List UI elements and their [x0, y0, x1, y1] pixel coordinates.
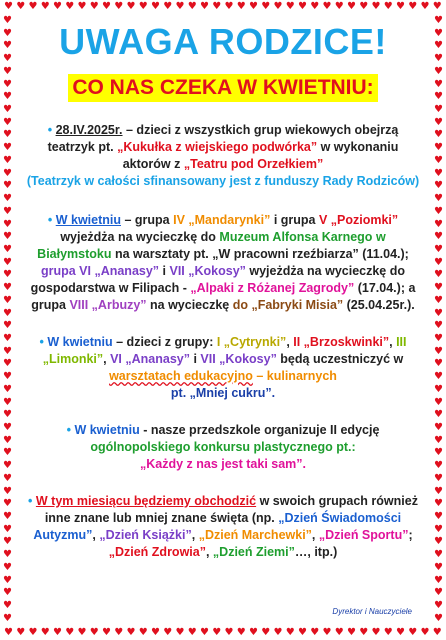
heart-icon: ♥	[434, 53, 443, 65]
paragraph-workshop	[24, 334, 422, 402]
lead-text: W kwietniu	[55, 213, 121, 227]
bullet-icon: •	[66, 423, 71, 437]
text: …, itp.)	[294, 545, 338, 559]
heart-icon: ♥	[3, 434, 12, 446]
heart-icon: ♥	[102, 1, 111, 12]
heart-icon: ♥	[151, 627, 160, 638]
heart-icon: ♥	[3, 523, 12, 535]
heart-icon: ♥	[434, 561, 443, 573]
text: - nasze przedszkole organizuje II edycję	[139, 423, 380, 437]
heart-icon: ♥	[3, 15, 12, 26]
heart-icon: ♥	[298, 627, 307, 638]
heart-icon: ♥	[3, 345, 12, 357]
heart-icon: ♥	[434, 27, 443, 39]
heart-icon: ♥	[28, 627, 38, 638]
heart-icon: ♥	[3, 193, 12, 205]
heart-icon: ♥	[3, 358, 12, 370]
heart-icon: ♥	[3, 371, 12, 383]
heart-icon: ♥	[434, 129, 443, 141]
workshop-type-2: – kulinarnych	[252, 369, 337, 383]
heart-icon: ♥	[434, 193, 443, 205]
heart-icon: ♥	[434, 256, 443, 268]
heart-icon: ♥	[3, 600, 12, 612]
bullet-icon: •	[39, 335, 44, 349]
heart-icon: ♥	[434, 536, 443, 548]
heart-icon: ♥	[126, 627, 136, 638]
heart-icon: ♥	[16, 627, 26, 638]
heart-icon: ♥	[434, 116, 443, 128]
heart-icon: ♥	[396, 627, 405, 638]
heart-icon: ♥	[322, 627, 332, 638]
heart-icon: ♥	[408, 1, 418, 12]
text: (17.04.); a grupa	[31, 281, 416, 312]
heart-icon: ♥	[187, 627, 197, 638]
heart-icon: ♥	[434, 422, 443, 433]
heart-border-left	[3, 16, 12, 624]
heart-icon: ♥	[434, 91, 443, 103]
heart-icon: ♥	[3, 460, 12, 472]
heart-icon: ♥	[3, 485, 12, 497]
heart-icon: ♥	[434, 167, 443, 179]
workshop-name: pt. „Mniej cukru”.	[170, 386, 276, 400]
heart-icon: ♥	[322, 1, 332, 12]
heart-icon: ♥	[434, 447, 443, 459]
lead-text: W tym miesiącu będziemy obchodzić	[35, 494, 257, 508]
heart-icon: ♥	[3, 269, 12, 281]
heart-icon: ♥	[138, 1, 148, 12]
heart-icon: ♥	[434, 600, 443, 612]
heart-icon: ♥	[151, 1, 160, 12]
heart-icon: ♥	[3, 40, 12, 52]
bullet-icon: •	[28, 494, 33, 508]
heart-icon: ♥	[432, 1, 442, 12]
heart-icon: ♥	[434, 485, 443, 497]
heart-icon: ♥	[298, 1, 307, 12]
heart-icon: ♥	[3, 78, 12, 90]
heart-icon: ♥	[434, 154, 443, 166]
text: w wykonaniu aktorów z	[122, 140, 399, 171]
group-7: VII „Kokosy”	[200, 352, 277, 366]
text: i	[159, 264, 170, 278]
holiday-sport: „Dzień Sportu”	[318, 528, 409, 542]
heart-icon: ♥	[310, 1, 320, 12]
heart-icon: ♥	[434, 231, 443, 243]
heart-icon: ♥	[3, 511, 12, 523]
heart-icon: ♥	[273, 1, 283, 12]
heart-icon: ♥	[4, 627, 13, 638]
text: – grupa	[121, 213, 174, 227]
heart-icon: ♥	[285, 1, 295, 12]
text: ,	[389, 335, 397, 349]
event-date: 28.IV.2025r.	[55, 123, 123, 137]
heart-icon: ♥	[40, 1, 50, 12]
heart-icon: ♥	[3, 396, 12, 408]
text: wyjeżdża na wycieczkę do	[60, 230, 220, 244]
heart-icon: ♥	[3, 332, 12, 344]
group-1: I „Cytrynki”	[216, 335, 287, 349]
heart-icon: ♥	[175, 1, 185, 12]
heart-icon: ♥	[359, 627, 369, 638]
heart-icon: ♥	[175, 627, 185, 638]
group-6: VI „Ananasy”	[110, 352, 190, 366]
heart-icon: ♥	[434, 282, 443, 294]
heart-icon: ♥	[420, 627, 430, 638]
heart-icon: ♥	[3, 472, 12, 484]
heart-icon: ♥	[434, 612, 443, 624]
text: na wycieczkę	[146, 298, 233, 312]
heart-icon: ♥	[434, 574, 443, 586]
holiday-autism: „Dzień Świadomości Autyzmu”	[33, 511, 402, 542]
text: ,	[205, 545, 213, 559]
heart-icon: ♥	[434, 345, 443, 357]
heart-icon: ♥	[261, 627, 271, 638]
heart-icon: ♥	[236, 1, 246, 12]
heart-icon: ♥	[434, 78, 443, 90]
heart-icon: ♥	[434, 396, 443, 408]
heart-icon: ♥	[434, 104, 443, 116]
heart-icon: ♥	[3, 282, 12, 294]
heart-icon: ♥	[3, 142, 12, 154]
heart-icon: ♥	[434, 358, 443, 370]
heart-icon: ♥	[434, 65, 443, 77]
text: ,	[286, 335, 294, 349]
heart-icon: ♥	[89, 627, 99, 638]
heart-icon: ♥	[434, 523, 443, 535]
heart-icon: ♥	[114, 627, 124, 638]
lead-text: W kwietniu	[74, 423, 140, 437]
heart-icon: ♥	[3, 383, 12, 395]
heart-icon: ♥	[434, 307, 443, 319]
heart-icon: ♥	[383, 1, 393, 12]
heart-icon: ♥	[434, 180, 443, 192]
heart-icon: ♥	[3, 53, 12, 65]
museum-name: Muzeum Alfonsa Karnego	[219, 230, 373, 244]
heart-icon: ♥	[3, 167, 12, 179]
heart-icon: ♥	[359, 1, 369, 12]
text: będą uczestniczyć w	[276, 352, 404, 366]
text: ,	[103, 352, 111, 366]
heart-icon: ♥	[434, 15, 443, 26]
paragraph-contest	[24, 422, 422, 473]
heart-icon: ♥	[3, 574, 12, 586]
contest-name: ogólnopolskiego konkursu plastycznego pt.:	[90, 440, 356, 454]
heart-icon: ♥	[16, 1, 26, 12]
subtitle-wrap	[24, 74, 422, 102]
group-7: VII „Kokosy”	[169, 264, 246, 278]
heart-icon: ♥	[3, 104, 12, 116]
bullet-icon: •	[47, 213, 53, 227]
heart-icon: ♥	[3, 231, 12, 243]
play-title: „Kukułka z wiejskiego podwórka”	[117, 140, 318, 154]
heart-icon: ♥	[89, 1, 99, 12]
heart-icon: ♥	[371, 1, 381, 12]
heart-icon: ♥	[434, 269, 443, 281]
heart-icon: ♥	[3, 549, 12, 561]
heart-border-top	[4, 2, 442, 12]
heart-border-bottom	[4, 628, 442, 638]
heart-icon: ♥	[434, 460, 443, 472]
heart-icon: ♥	[3, 218, 12, 230]
heart-icon: ♥	[285, 627, 295, 638]
lead-text: W kwietniu	[47, 335, 113, 349]
heart-icon: ♥	[3, 612, 12, 624]
contest-motto: „Każdy z nas jest taki sam”.	[139, 457, 307, 471]
heart-icon: ♥	[3, 180, 12, 192]
heart-icon: ♥	[102, 627, 111, 638]
heart-icon: ♥	[65, 627, 75, 638]
signature: Dyrektor i Nauczyciele	[332, 607, 412, 616]
heart-icon: ♥	[3, 116, 12, 128]
heart-icon: ♥	[434, 142, 443, 154]
heart-icon: ♥	[53, 627, 62, 638]
heart-icon: ♥	[3, 447, 12, 459]
paragraph-holidays	[24, 493, 422, 561]
factory-name: do „Fabryki Misia”	[232, 298, 344, 312]
heart-icon: ♥	[3, 205, 12, 217]
heart-icon: ♥	[408, 627, 418, 638]
heart-icon: ♥	[3, 587, 12, 599]
heart-icon: ♥	[138, 627, 148, 638]
group-6: grupa VI „Ananasy”	[40, 264, 160, 278]
heart-icon: ♥	[334, 627, 344, 638]
heart-icon: ♥	[3, 243, 12, 255]
holiday-earth: „Dzień Ziemi”	[212, 545, 295, 559]
heart-icon: ♥	[114, 1, 124, 12]
heart-border-right	[434, 16, 443, 624]
text: wyjeżdża na wycieczkę do gospodarstwa w Filipach -	[30, 264, 406, 295]
heart-icon: ♥	[347, 627, 356, 638]
text: w swoich grupach również inne znane lub mniej znane święta (np.	[44, 494, 418, 525]
heart-icon: ♥	[3, 536, 12, 548]
heart-icon: ♥	[3, 154, 12, 166]
heart-icon: ♥	[236, 627, 246, 638]
text: i grupa	[270, 213, 319, 227]
heart-icon: ♥	[77, 627, 87, 638]
heart-icon: ♥	[249, 627, 258, 638]
heart-icon: ♥	[432, 627, 442, 638]
city-name: w Białymstoku	[37, 230, 386, 261]
group-5: V „Poziomki”	[318, 213, 399, 227]
heart-icon: ♥	[310, 627, 320, 638]
heart-icon: ♥	[3, 91, 12, 103]
text: – dzieci z grupy:	[112, 335, 217, 349]
farm-name: „Alpaki z Różanej Zagrody”	[190, 281, 355, 295]
heart-icon: ♥	[434, 332, 443, 344]
heart-icon: ♥	[434, 472, 443, 484]
heart-icon: ♥	[3, 294, 12, 306]
heart-icon: ♥	[434, 320, 443, 332]
text: i	[189, 352, 201, 366]
heart-icon: ♥	[383, 627, 393, 638]
heart-icon: ♥	[3, 422, 12, 433]
heart-icon: ♥	[163, 1, 173, 12]
notice-content	[24, 22, 422, 620]
heart-icon: ♥	[334, 1, 344, 12]
heart-icon: ♥	[126, 1, 136, 12]
group-2: II „Brzoskwinki”	[293, 335, 390, 349]
text: – dzieci z wszystkich grup wiekowych obejrzą teatrzyk pt.	[47, 123, 399, 154]
heart-icon: ♥	[200, 1, 209, 12]
group-3: III „Limonki”	[42, 335, 407, 366]
bullet-icon: •	[47, 123, 53, 137]
holiday-book: „Dzień Książki”	[99, 528, 192, 542]
heart-icon: ♥	[3, 498, 12, 510]
heart-icon: ♥	[434, 243, 443, 255]
heart-icon: ♥	[200, 627, 209, 638]
heart-icon: ♥	[65, 1, 75, 12]
heart-icon: ♥	[3, 65, 12, 77]
paragraph-trips	[24, 212, 422, 314]
heart-icon: ♥	[434, 371, 443, 383]
heart-icon: ♥	[371, 627, 381, 638]
subtitle-highlight: CO NAS CZEKA W KWIETNIU:	[68, 74, 377, 102]
heart-icon: ♥	[434, 434, 443, 446]
heart-icon: ♥	[3, 256, 12, 268]
heart-icon: ♥	[224, 627, 234, 638]
heart-icon: ♥	[212, 627, 222, 638]
heart-icon: ♥	[28, 1, 38, 12]
workshop-type: warsztatach edukacyjno	[109, 369, 253, 383]
heart-icon: ♥	[40, 627, 50, 638]
heart-icon: ♥	[3, 320, 12, 332]
text: ,	[92, 528, 100, 542]
heart-icon: ♥	[3, 129, 12, 141]
holiday-health: „Dzień Zdrowia”	[108, 545, 206, 559]
text: ;	[408, 528, 413, 542]
heart-icon: ♥	[347, 1, 356, 12]
heart-icon: ♥	[3, 409, 12, 421]
heart-icon: ♥	[224, 1, 234, 12]
heart-icon: ♥	[273, 627, 283, 638]
heart-icon: ♥	[53, 1, 62, 12]
heart-icon: ♥	[396, 1, 405, 12]
heart-icon: ♥	[434, 218, 443, 230]
heart-icon: ♥	[77, 1, 87, 12]
heart-icon: ♥	[187, 1, 197, 12]
funding-note: (Teatrzyk w całości sfinansowany jest z funduszy Rady Rodziców)	[26, 174, 420, 188]
heart-icon: ♥	[3, 307, 12, 319]
heart-icon: ♥	[434, 383, 443, 395]
heart-icon: ♥	[434, 549, 443, 561]
heart-icon: ♥	[420, 1, 430, 12]
heart-icon: ♥	[261, 1, 271, 12]
text: ,	[191, 528, 199, 542]
group-4: IV „Mandarynki”	[173, 213, 271, 227]
text: na warsztaty pt. „W pracowni rzeźbiarza” (11.04.);	[111, 247, 409, 261]
heart-icon: ♥	[3, 561, 12, 573]
heart-icon: ♥	[434, 294, 443, 306]
holiday-carrot: „Dzień Marchewki”	[198, 528, 312, 542]
page-title: UWAGA RODZICE!	[59, 21, 387, 62]
heart-icon: ♥	[434, 205, 443, 217]
text: ,	[311, 528, 319, 542]
heart-icon: ♥	[249, 1, 258, 12]
text: (25.04.25r.).	[343, 298, 415, 312]
theatre-name: „Teatru pod Orzełkiem”	[183, 157, 324, 171]
heart-icon: ♥	[163, 627, 173, 638]
heart-icon: ♥	[434, 587, 443, 599]
heart-icon: ♥	[4, 1, 13, 12]
heart-icon: ♥	[434, 40, 443, 52]
heart-icon: ♥	[212, 1, 222, 12]
heart-icon: ♥	[434, 498, 443, 510]
heart-icon: ♥	[3, 27, 12, 39]
heart-icon: ♥	[434, 511, 443, 523]
paragraph-theatre	[24, 122, 422, 190]
heart-icon: ♥	[434, 409, 443, 421]
group-8: VIII „Arbuzy”	[69, 298, 147, 312]
